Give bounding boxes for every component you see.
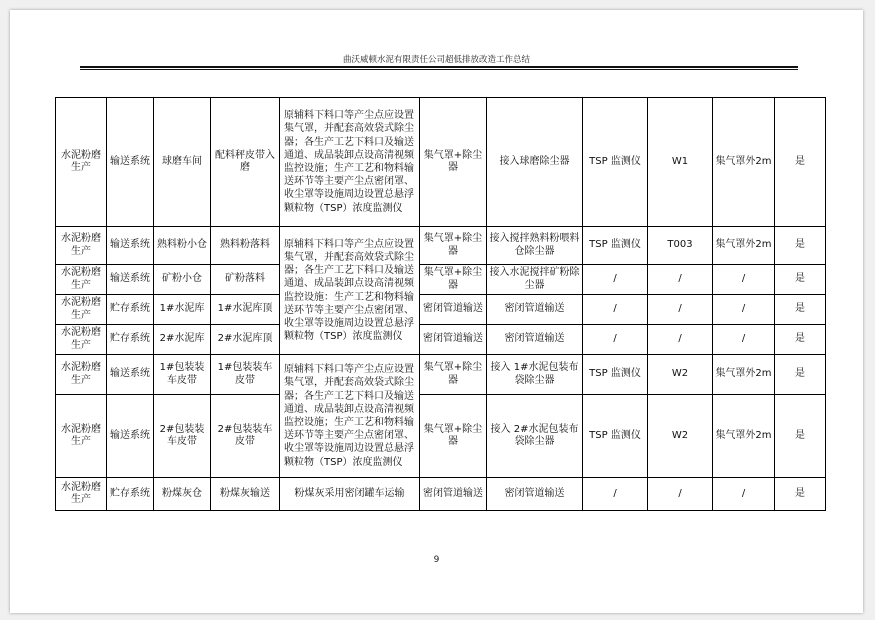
emission-point-cell: 矿粉落料 [211, 265, 280, 295]
emission-point-cell: 1#水泥库顶 [211, 295, 280, 325]
table-row [56, 325, 826, 355]
system-cell: 贮存系统 [107, 325, 154, 355]
process-cell: 水泥粉磨生产 [56, 295, 107, 325]
location-cell: 球磨车间 [154, 98, 211, 227]
system-cell: 输送系统 [107, 355, 154, 395]
monitor-position-cell: 集气罩外2m [713, 98, 775, 227]
process-cell: 水泥粉磨生产 [56, 325, 107, 355]
header-rule-thick [80, 66, 798, 68]
table-row [56, 395, 826, 478]
connection-cell: 密闭管道输送 [487, 295, 583, 325]
process-cell: 水泥粉磨生产 [56, 227, 107, 265]
table-row [56, 265, 826, 295]
compliance-cell: 是 [775, 478, 826, 511]
compliance-cell: 是 [775, 265, 826, 295]
system-cell: 贮存系统 [107, 295, 154, 325]
connection-cell: 接入 1#水泥包装布袋除尘器 [487, 355, 583, 395]
monitor-id-cell: / [648, 478, 713, 511]
page-header-title: 曲沃威顿水泥有限责任公司超低排放改造工作总结 [342, 55, 530, 65]
table-row [56, 295, 826, 325]
compliance-cell: 是 [775, 295, 826, 325]
measure-cell: 密闭管道输送 [420, 325, 487, 355]
location-cell: 粉煤灰仓 [154, 478, 211, 511]
monitor-position-cell: / [713, 265, 775, 295]
requirement-cell: 原辅料下料口等产尘点应设置集气罩，并配套高效袋式除尘器；各生产工艺下料口及输送通道、成品装卸点设高清视频监控设施：生产工艺和物料输送环节等主要产尘点密闭罩、收尘罩等设施周边设置总悬浮颗粒物（TSP）浓度监测仪 [280, 227, 420, 355]
measure-cell: 集气罩+除尘器 [420, 98, 487, 227]
monitor-id-cell: T003 [648, 227, 713, 265]
monitor-position-cell: 集气罩外2m [713, 395, 775, 478]
process-cell: 水泥粉磨生产 [56, 98, 107, 227]
monitor-cell: / [583, 478, 648, 511]
process-cell: 水泥粉磨生产 [56, 355, 107, 395]
system-cell: 输送系统 [107, 395, 154, 478]
monitor-id-cell: / [648, 295, 713, 325]
requirement-cell: 粉煤灰采用密闭罐车运输 [280, 478, 420, 511]
table-row [56, 478, 826, 511]
connection-cell: 密闭管道输送 [487, 478, 583, 511]
requirement-cell: 原辅料下料口等产尘点应设置集气罩，并配套高效袋式除尘器；各生产工艺下料口及输送通道、成品装卸点设高清视频监控设施；生产工艺和物料输送环节等主要产尘点密闭罩、收尘罩等设施周边设置总悬浮颗粒物（TSP）浓度监测仪 [280, 355, 420, 478]
system-cell: 贮存系统 [107, 478, 154, 511]
compliance-cell: 是 [775, 395, 826, 478]
measure-cell: 密闭管道输送 [420, 295, 487, 325]
emission-point-cell: 熟料粉落料 [211, 227, 280, 265]
monitor-cell: TSP 监测仪 [583, 355, 648, 395]
monitor-position-cell: 集气罩外2m [713, 227, 775, 265]
process-cell: 水泥粉磨生产 [56, 395, 107, 478]
emission-point-cell: 1#包装装车皮带 [211, 355, 280, 395]
emission-point-cell: 配料秤皮带入磨 [211, 98, 280, 227]
compliance-cell: 是 [775, 98, 826, 227]
table-row [56, 355, 826, 395]
header-rule-thin [80, 69, 798, 70]
monitor-cell: / [583, 295, 648, 325]
monitor-position-cell: / [713, 295, 775, 325]
monitor-id-cell: W2 [648, 395, 713, 478]
monitor-id-cell: / [648, 325, 713, 355]
requirement-cell: 原辅料下料口等产尘点应设置集气罩，并配套高效袋式除尘器；各生产工艺下料口及输送通道、成品装卸点设高清视频监控设施；生产工艺和物料输送环节等主要产尘点密闭罩、收尘罩等设施周边设置总悬浮颗粒物（TSP）浓度监测仪 [280, 98, 420, 227]
process-cell: 水泥粉磨生产 [56, 478, 107, 511]
monitor-id-cell: W1 [648, 98, 713, 227]
monitor-cell: TSP 监测仪 [583, 98, 648, 227]
location-cell: 2#水泥库 [154, 325, 211, 355]
page-number: 9 [433, 555, 440, 565]
compliance-cell: 是 [775, 325, 826, 355]
monitor-position-cell: / [713, 325, 775, 355]
monitor-id-cell: W2 [648, 355, 713, 395]
table-row [56, 227, 826, 265]
monitor-cell: TSP 监测仪 [583, 395, 648, 478]
measure-cell: 密闭管道输送 [420, 478, 487, 511]
emission-point-cell: 2#包装装车皮带 [211, 395, 280, 478]
emission-point-cell: 粉煤灰输送 [211, 478, 280, 511]
process-cell: 水泥粉磨生产 [56, 265, 107, 295]
measure-cell: 集气罩+除尘器 [420, 265, 487, 295]
connection-cell: 接入水泥搅拌矿粉除尘器 [487, 265, 583, 295]
connection-cell: 接入球磨除尘器 [487, 98, 583, 227]
emission-control-table [55, 97, 826, 511]
connection-cell: 密闭管道输送 [487, 325, 583, 355]
location-cell: 2#包装装车皮带 [154, 395, 211, 478]
system-cell: 输送系统 [107, 227, 154, 265]
location-cell: 1#包装装车皮带 [154, 355, 211, 395]
system-cell: 输送系统 [107, 265, 154, 295]
monitor-cell: TSP 监测仪 [583, 227, 648, 265]
emission-point-cell: 2#水泥库顶 [211, 325, 280, 355]
compliance-cell: 是 [775, 227, 826, 265]
compliance-cell: 是 [775, 355, 826, 395]
connection-cell: 接入 2#水泥包装布袋除尘器 [487, 395, 583, 478]
table-row [56, 98, 826, 227]
system-cell: 输送系统 [107, 98, 154, 227]
location-cell: 熟料粉小仓 [154, 227, 211, 265]
monitor-cell: / [583, 325, 648, 355]
document-page [10, 10, 863, 613]
monitor-position-cell: / [713, 478, 775, 511]
location-cell: 1#水泥库 [154, 295, 211, 325]
monitor-cell: / [583, 265, 648, 295]
measure-cell: 集气罩+除尘器 [420, 395, 487, 478]
measure-cell: 集气罩+除尘器 [420, 355, 487, 395]
connection-cell: 接入搅拌熟料粉喂料仓除尘器 [487, 227, 583, 265]
monitor-id-cell: / [648, 265, 713, 295]
location-cell: 矿粉小仓 [154, 265, 211, 295]
measure-cell: 集气罩+除尘器 [420, 227, 487, 265]
monitor-position-cell: 集气罩外2m [713, 355, 775, 395]
